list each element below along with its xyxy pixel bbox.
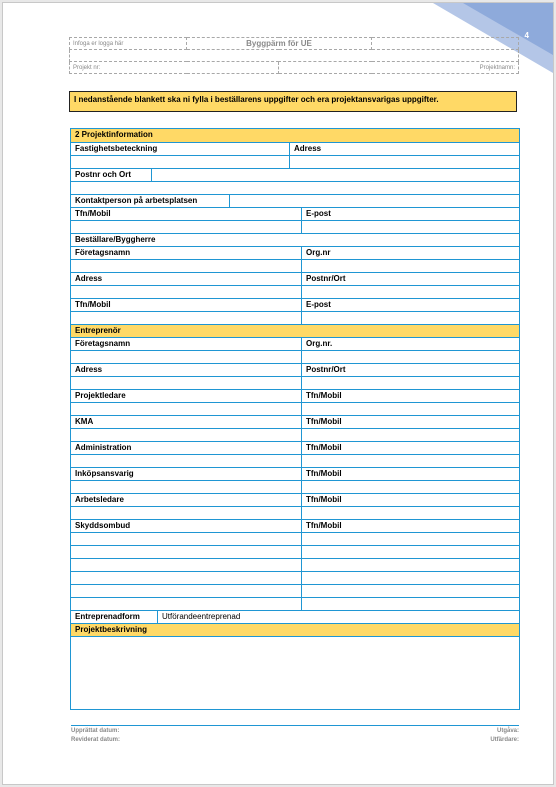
contact-phone-label: Tfn/Mobil bbox=[75, 209, 111, 218]
page-number: 4 bbox=[524, 31, 529, 40]
contractor-address-field[interactable] bbox=[71, 377, 301, 389]
kma-label: KMA bbox=[75, 417, 94, 426]
client-postal-field[interactable] bbox=[301, 286, 519, 298]
extra-field[interactable] bbox=[71, 572, 301, 584]
instruction-notice: I nedanstående blankett ska ni fylla i beställarens uppgifter och era projektansvarigas uppgifter. bbox=[69, 91, 517, 112]
property-address-label: Adress bbox=[289, 143, 519, 155]
client-address-field[interactable] bbox=[71, 286, 301, 298]
procurement-phone-label: Tfn/Mobil bbox=[301, 468, 519, 480]
project-no-label: Projekt nr: bbox=[70, 62, 279, 74]
edition-label: Utgåva: bbox=[496, 728, 519, 734]
project-info-form bbox=[70, 128, 520, 710]
postal-field[interactable] bbox=[151, 169, 519, 181]
administration-label: Administration bbox=[75, 443, 132, 452]
client-org-label: Org.nr bbox=[301, 247, 519, 259]
extra-field[interactable] bbox=[301, 598, 519, 610]
project-manager-phone-field[interactable] bbox=[301, 403, 519, 415]
contractor-company-field[interactable] bbox=[71, 351, 301, 363]
document-title: Byggpärm för UE bbox=[187, 38, 372, 50]
kma-phone-label: Tfn/Mobil bbox=[301, 416, 519, 428]
safety-rep-field[interactable] bbox=[71, 533, 301, 545]
contract-form-value[interactable]: Utförandeentreprenad bbox=[157, 611, 519, 623]
contractor-org-label: Org.nr. bbox=[301, 338, 519, 350]
client-org-field[interactable] bbox=[301, 260, 519, 272]
contract-form-label: Entreprenadform bbox=[75, 612, 140, 621]
contractor-org-field[interactable] bbox=[301, 351, 519, 363]
issuer-label: Utfärdare: bbox=[490, 737, 519, 743]
project-manager-field[interactable] bbox=[71, 403, 301, 415]
client-email-label: E-post bbox=[301, 299, 519, 311]
client-email-field[interactable] bbox=[301, 312, 519, 324]
administration-field[interactable] bbox=[71, 455, 301, 467]
extra-field[interactable] bbox=[71, 585, 301, 597]
work-manager-label: Arbetsledare bbox=[75, 495, 124, 504]
procurement-label: Inköpsansvarig bbox=[75, 469, 134, 478]
extra-field[interactable] bbox=[301, 546, 519, 558]
header-cell-empty bbox=[372, 38, 519, 50]
contact-person-field[interactable] bbox=[229, 195, 519, 207]
client-address-label: Adress bbox=[75, 274, 103, 283]
safety-rep-phone-field[interactable] bbox=[301, 533, 519, 545]
created-date-label: Upprättat datum: bbox=[71, 728, 120, 734]
property-designation-label: Fastighetsbeteckning bbox=[75, 144, 158, 153]
procurement-phone-field[interactable] bbox=[301, 481, 519, 493]
project-manager-label: Projektledare bbox=[75, 391, 126, 400]
kma-field[interactable] bbox=[71, 429, 301, 441]
client-title: Beställare/Byggherre bbox=[75, 235, 156, 244]
extra-field[interactable] bbox=[301, 585, 519, 597]
property-address-field[interactable] bbox=[289, 156, 519, 168]
contact-email-field[interactable] bbox=[301, 221, 519, 233]
extra-field[interactable] bbox=[71, 559, 301, 571]
work-manager-phone-label: Tfn/Mobil bbox=[301, 494, 519, 506]
contact-phone-field[interactable] bbox=[71, 221, 301, 233]
extra-field[interactable] bbox=[71, 546, 301, 558]
client-company-label: Företagsnamn bbox=[75, 248, 131, 257]
work-manager-field[interactable] bbox=[71, 507, 301, 519]
client-company-field[interactable] bbox=[71, 260, 301, 272]
header-spacer bbox=[70, 50, 519, 62]
logo-placeholder: Infoga er logga här bbox=[70, 38, 187, 50]
spacer-row bbox=[71, 182, 519, 194]
property-designation-field[interactable] bbox=[71, 156, 289, 168]
page-header bbox=[69, 37, 519, 74]
project-manager-phone-label: Tfn/Mobil bbox=[301, 390, 519, 402]
document-page bbox=[2, 2, 554, 785]
administration-phone-label: Tfn/Mobil bbox=[301, 442, 519, 454]
client-phone-field[interactable] bbox=[71, 312, 301, 324]
safety-rep-phone-label: Tfn/Mobil bbox=[301, 520, 519, 532]
section-title: 2 Projektinformation bbox=[75, 130, 153, 139]
contact-email-label: E-post bbox=[301, 208, 519, 220]
safety-rep-label: Skyddsombud bbox=[75, 521, 131, 530]
page-footer bbox=[71, 725, 519, 744]
project-description-title: Projektbeskrivning bbox=[75, 625, 148, 634]
extra-field[interactable] bbox=[301, 572, 519, 584]
contact-person-label: Kontaktperson på arbetsplatsen bbox=[75, 196, 198, 205]
project-description-field[interactable] bbox=[71, 636, 519, 709]
postal-label: Postnr och Ort bbox=[75, 170, 132, 179]
client-phone-label: Tfn/Mobil bbox=[75, 300, 111, 309]
contractor-address-label: Adress bbox=[75, 365, 103, 374]
extra-field[interactable] bbox=[71, 598, 301, 610]
client-postal-label: Postnr/Ort bbox=[301, 273, 519, 285]
revised-date-label: Reviderat datum: bbox=[71, 737, 121, 743]
project-name-label: Projektnamn: bbox=[279, 62, 519, 74]
work-manager-phone-field[interactable] bbox=[301, 507, 519, 519]
extra-field[interactable] bbox=[301, 559, 519, 571]
kma-phone-field[interactable] bbox=[301, 429, 519, 441]
contractor-title: Entreprenör bbox=[75, 326, 121, 335]
administration-phone-field[interactable] bbox=[301, 455, 519, 467]
contractor-company-label: Företagsnamn bbox=[75, 339, 131, 348]
procurement-field[interactable] bbox=[71, 481, 301, 493]
contractor-postal-label: Postnr/Ort bbox=[301, 364, 519, 376]
contractor-postal-field[interactable] bbox=[301, 377, 519, 389]
